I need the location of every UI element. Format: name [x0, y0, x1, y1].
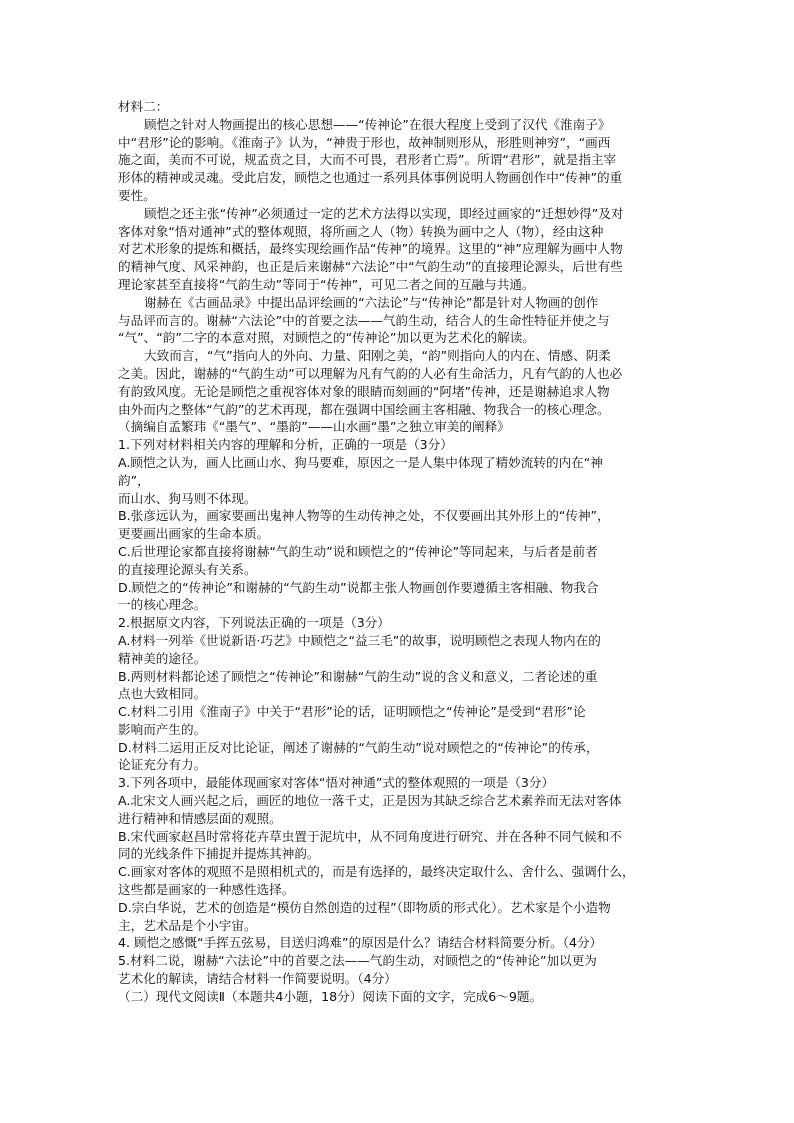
text-line: 的精神气度、风采神韵，也正是后来谢赫“六法论”中“气韵生动”的直接理论源头，后世有些 [118, 259, 623, 275]
text-line: “气”、“韵”二字的本意对照，对顾恺之的“传神论”加以更为艺术化的解读。 [118, 330, 535, 346]
text-line: B.宋代画家赵昌时常将花卉草虫置于泥坑中，从不同角度进行研究、并在各种不同气候和不 [118, 828, 622, 844]
text-line: 更要画出画家的生命本质。 [118, 526, 270, 542]
text-line: B.张彦远认为，画家要画出鬼神人物等的生动传神之处，不仅要画出其外形上的“传神”， [118, 508, 610, 524]
text-line: 4. 顾恺之感慨“手挥五弦易，目送归鸿难”的原因是什么？请结合材料简要分析。（4分） [118, 935, 603, 951]
text-line: 一的核心理念。 [118, 597, 207, 613]
text-line: 大致而言，“气”指向人的外向、力量、阳刚之美，“韵”则指向人的内在、情感、阴柔 [144, 348, 611, 364]
text-line: 3.下列各项中，最能体现画家对客体“悟对神通”式的整体观照的一项是（3分） [118, 775, 555, 791]
text-line: D.顾恺之的“传神论”和谢赫的“气韵生动”说都主张人物画创作要遵循主客相融、物我合 [118, 579, 599, 595]
text-line: 的直接理论源头有关系。 [118, 561, 257, 577]
text-line: 艺术化的解读，请结合材料一作简要说明。（4分） [118, 971, 397, 987]
text-line: 顾恺之针对人物画提出的核心思想——“传神论”在很大程度上受到了汉代《淮南子》 [144, 116, 611, 132]
text-line: 而山水、狗马则不体现。 [118, 490, 257, 506]
text-line: 有韵致风度。无论是顾恺之重视容体对象的眼睛而刻画的“阿堵”传神，还是谢赫追求人物 [118, 383, 610, 399]
text-line: 点也大致相同。 [118, 686, 207, 702]
text-line: A.北宋文人画兴起之后，画匠的地位一落千丈，正是因为其缺乏综合艺术素养而无法对客体 [118, 793, 622, 809]
text-line: 韵”， [118, 472, 150, 488]
text-line: C.后世理论家都直接将谢赫“气韵生动”说和顾恺之的“传神论”等同起来，与后者是前者 [118, 543, 598, 559]
text-line: 之美。因此，谢赫的“气韵生动”可以理解为凡有气韵的人必有生命活力，凡有气韵的人也必 [118, 365, 623, 381]
text-line: （二）现代文阅读Ⅱ（本题共4小题，18分）阅读下面的文字，完成6～9题。 [118, 988, 543, 1004]
text-line: 中“君形”论的影响。《淮南子》认为，“神贵于形也，故神制则形从，形胜则神穷”，“画西 [118, 134, 611, 150]
text-line: B.两则材料都论述了顾恺之“传神论”和谢赫“气韵生动”说的含义和意义，二者论述的重 [118, 668, 598, 684]
text-line: 2.根据原文内容，下列说法正确的一项是（3分） [118, 615, 390, 631]
text-line: 论证充分有力。 [118, 757, 207, 773]
text-line: A.顾恺之认为，画人比画山水、狗马要难，原因之一是人集中体现了精妙流转的内在“神 [118, 454, 603, 470]
text-line: D.材料二运用正反对比论证，阐述了谢赫的“气韵生动”说对顾恺之的“传神论”的传承， [118, 739, 599, 755]
text-line: 1.下列对材料相关内容的理解和分析，正确的一项是（3分） [118, 437, 453, 453]
text-line: 进行精神和情感层面的观照。 [118, 810, 282, 826]
text-line: 顾恺之还主张“传神”必须通过一定的艺术方法得以实现，即经过画家的“迁想妙得”及对 [144, 205, 624, 221]
text-line: 主，艺术品是个小宇宙。 [118, 917, 257, 933]
text-line: （摘编自孟繁玮《“墨气”、“墨韵”——山水画“墨”之独立审美的阐释》 [118, 419, 510, 435]
text-line: 由外而内之整体“气韵”的艺术再现，都在强调中国绘画主客相融、物我合一的核心理念。 [118, 401, 610, 417]
text-line: D.宗白华说，艺术的创造是“模仿自然创造的过程”（即物质的形式化）。艺术家是个小造物 [118, 899, 611, 915]
text-line: A.材料一列举《世说新语·巧艺》中顾恺之“益三毛”的故事，说明顾恺之表现人物内在的 [118, 632, 601, 648]
text-line: 客体对象“悟对通神”式的整体观照，将所画之人（物）转换为画中之人（物），经由这种 [118, 223, 604, 239]
text-line: 同的光线条件下捕捉并提炼其神韵。 [118, 846, 320, 862]
text-line: 影响而产生的。 [118, 721, 207, 737]
text-line: 精神美的途径。 [118, 650, 207, 666]
text-line: 谢赫在《古画品录》中提出品评绘画的“六法论”与“传神论”都是针对人物画的创作 [144, 294, 599, 310]
text-line: 理论家甚至直接将“气韵生动”等同于“传神”，可见二者之间的互融与共通。 [118, 276, 535, 292]
text-line: C.材料二引用《淮南子》中关于“君形”论的话，证明顾恺之“传神论”是受到“君形”论 [118, 704, 586, 720]
text-line: C.画家对客体的观照不是照相机式的，而是有选择的，最终决定取什么、舍什么、强调什么， [118, 864, 635, 880]
text-line: 施之面，美而不可说，规孟贲之目，大而不可畏，君形者亡焉”。所谓“君形”，就是指主宰 [118, 152, 617, 168]
text-line: 与品评而言的。谢赫“六法论”中的首要之法——气韵生动，结合人的生命性特征并使之与 [118, 312, 610, 328]
text-line: 对艺术形象的提炼和概括，最终实现绘画作品“传神”的境界。这里的“神”应理解为画中人物 [118, 241, 623, 257]
text-line: 要性。 [118, 187, 156, 203]
text-line: 形体的精神或灵魂。受此启发，顾恺之也通过一系列具体事例说明人物画创作中“传神”的重 [118, 170, 623, 186]
text-line: 这些都是画家的一种感性选择。 [118, 882, 295, 898]
document-page [118, 98, 680, 1006]
text-line: 材料二： [118, 99, 169, 114]
text-line: 5.材料二说，谢赫“六法论”中的首要之法——气韵生动，对顾恺之的“传神论”加以更为 [118, 953, 597, 969]
